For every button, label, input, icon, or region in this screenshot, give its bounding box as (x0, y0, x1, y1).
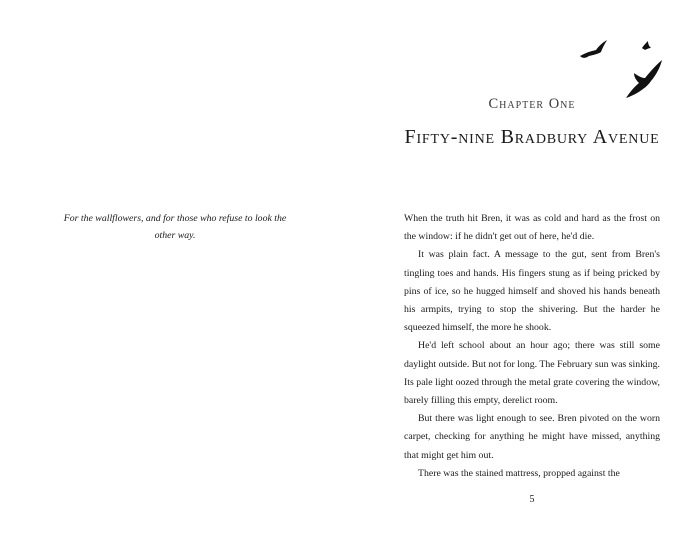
birds-icon (570, 32, 670, 104)
chapter-label: Chapter One (488, 96, 576, 112)
paragraph: It was plain fact. A message to the gut, sent from Bren's tingling toes and hands. His fingers stung as if being pricked by pins of ice, so he hugged himself and shoved his hands beneath his armpits, trying to stop the shivering. But the harder he squeezed himself, the more he shook. (404, 249, 660, 334)
page-number: 5 (529, 494, 535, 505)
bird-large-icon (626, 60, 662, 98)
chapter-title: Fifty-nine Bradbury Avenue (404, 126, 660, 148)
chapter-body (404, 210, 660, 483)
bird-small-left-icon (580, 40, 607, 58)
paragraph: But there was light enough to see. Bren pivoted on the worn carpet, checking for anything he might have missed, anything that might get him out. (404, 413, 660, 461)
dedication: For the wallflowers, and for those who refuse to look the other way. (63, 213, 287, 241)
right-page (350, 0, 700, 533)
paragraph: There was the stained mattress, propped against the (418, 467, 620, 479)
paragraph: He'd left school about an hour ago; there was still some daylight outside. But not for long. The February sun was sinking. Its pale light oozed through the metal grate covering the window, barely filling this empty, derelict room. (404, 340, 660, 407)
bird-tiny-icon (642, 41, 651, 50)
paragraph: When the truth hit Bren, it was as cold and hard as the frost on the window: if he didn't get out of here, he'd die. (404, 213, 660, 243)
